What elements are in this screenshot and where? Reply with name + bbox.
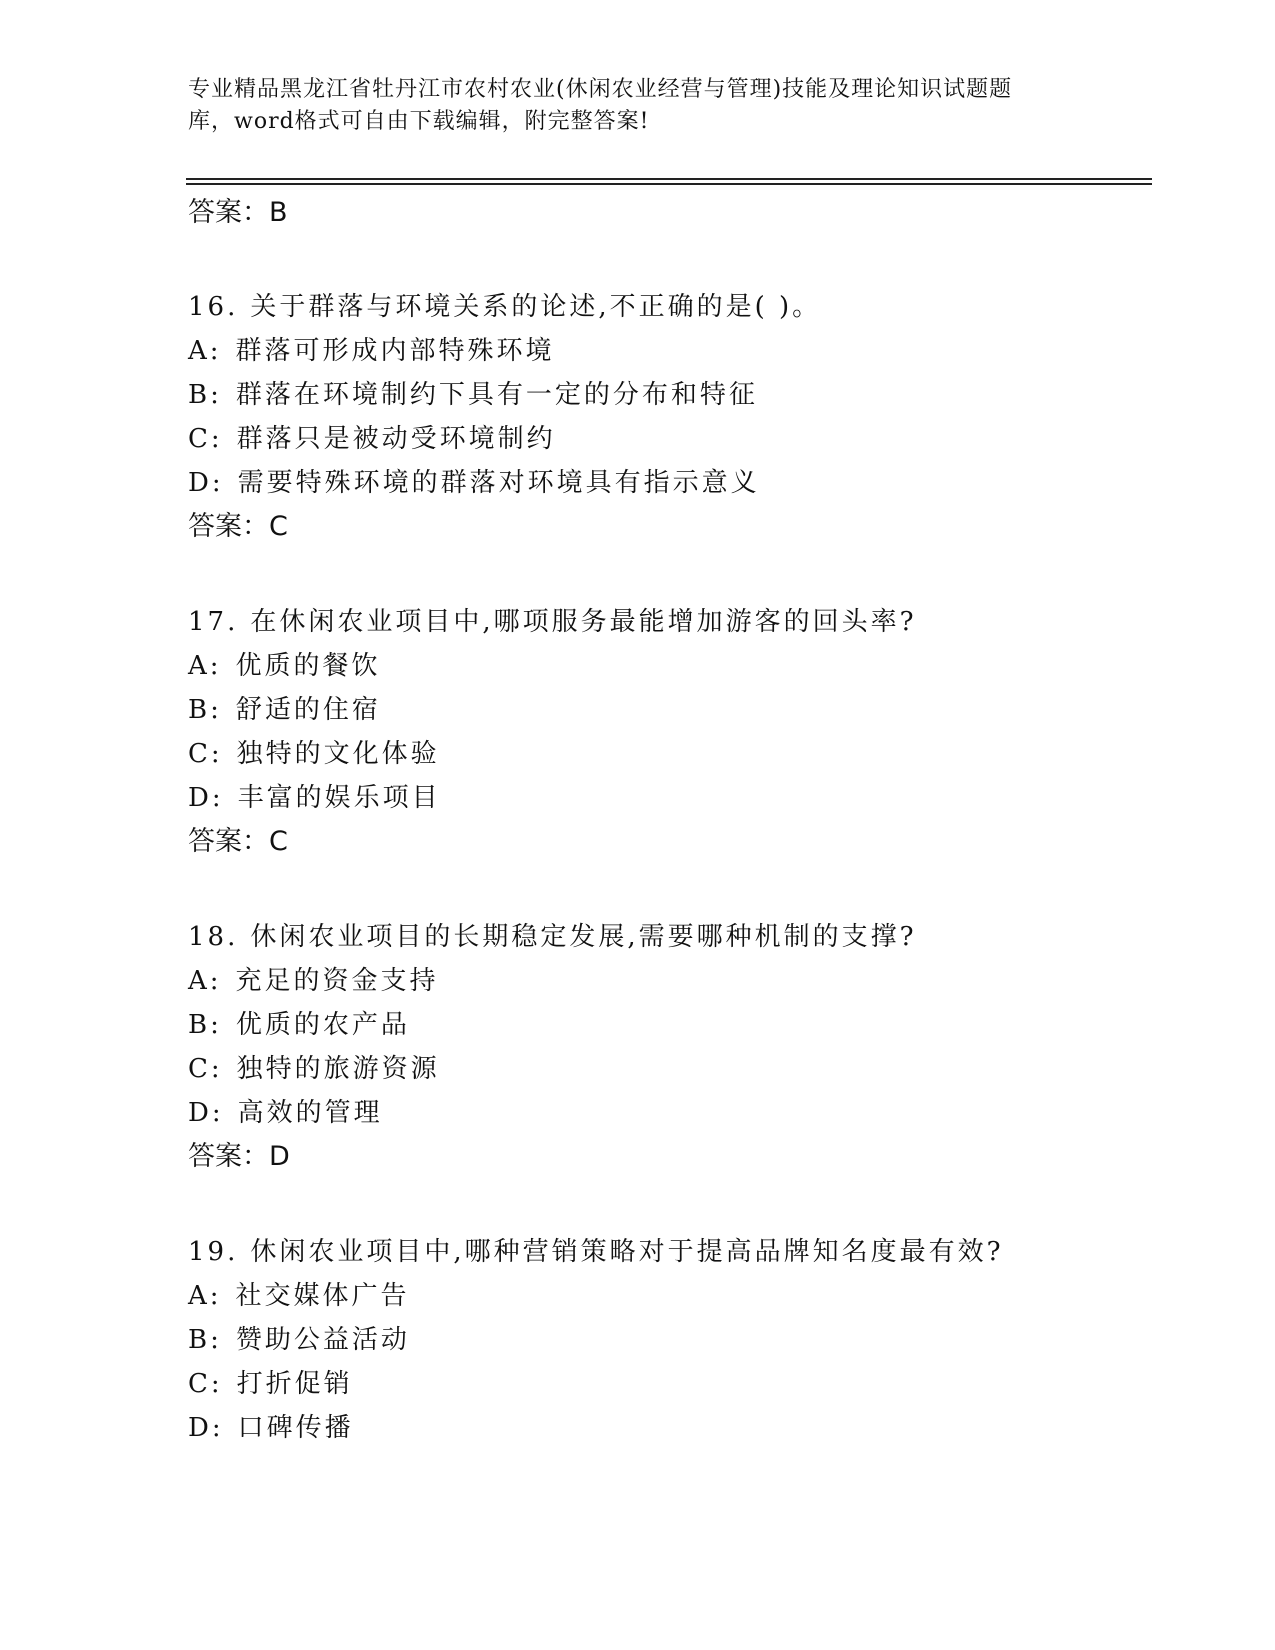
option-17-d [188, 781, 441, 815]
answer-16: 答案：C [188, 511, 288, 542]
option-text: 优质的农产品 [235, 1010, 410, 1040]
option-letter: B: [188, 380, 222, 410]
option-letter: A: [188, 966, 222, 996]
option-letter: D: [188, 468, 224, 498]
answer-18: 答案：D [188, 1141, 290, 1172]
option-letter: B: [188, 695, 222, 725]
option-text: 独特的文化体验 [236, 739, 440, 769]
option-letter: B: [188, 1010, 222, 1040]
option-letter: C: [188, 424, 223, 454]
header-line-1: 专业精品黑龙江省牡丹江市农村农业(休闲农业经营与管理)技能及理论知识试题题 [188, 77, 1013, 102]
option-text: 舒适的住宿 [235, 695, 381, 725]
question-text: 休闲农业项目的长期稳定发展,需要哪种机制的支撑? [250, 922, 917, 952]
header-line-2: 库，word格式可自由下载编辑，附完整答案! [188, 109, 650, 134]
option-19-b [188, 1323, 410, 1357]
question-text: 休闲农业项目中,哪种营销策略对于提高品牌知名度最有效? [250, 1237, 1004, 1267]
option-16-a [188, 334, 555, 368]
option-letter: C: [188, 1054, 223, 1084]
option-letter: A: [188, 1281, 222, 1311]
option-text: 充足的资金支持 [235, 966, 439, 996]
option-18-c [188, 1052, 440, 1086]
question-text: 关于群落与环境关系的论述,不正确的是( )。 [250, 292, 822, 322]
question-16 [188, 290, 821, 324]
option-letter: A: [188, 651, 222, 681]
option-text: 高效的管理 [237, 1098, 383, 1128]
option-text: 优质的餐饮 [235, 651, 381, 681]
question-number: 17. [188, 607, 239, 637]
option-19-d [188, 1411, 354, 1445]
question-19 [188, 1235, 1004, 1269]
question-number: 18. [188, 922, 239, 952]
option-17-a [188, 649, 381, 683]
option-16-c [188, 422, 556, 456]
option-letter: C: [188, 1369, 223, 1399]
option-text: 口碑传播 [237, 1413, 354, 1443]
option-18-a [188, 964, 439, 998]
question-number: 19. [188, 1237, 239, 1267]
option-text: 群落只是被动受环境制约 [236, 424, 556, 454]
option-text: 打折促销 [236, 1369, 353, 1399]
option-19-a [188, 1279, 410, 1313]
question-18 [188, 920, 917, 954]
header-divider-top [186, 178, 1152, 180]
option-letter: B: [188, 1325, 222, 1355]
option-text: 丰富的娱乐项目 [237, 783, 441, 813]
option-18-d [188, 1096, 383, 1130]
option-17-b [188, 693, 381, 727]
option-letter: D: [188, 1098, 224, 1128]
option-text: 社交媒体广告 [235, 1281, 410, 1311]
option-letter: A: [188, 336, 222, 366]
question-17 [188, 605, 917, 639]
option-16-d [188, 466, 760, 500]
header-divider-bottom [186, 183, 1152, 185]
option-16-b [188, 378, 758, 412]
option-text: 需要特殊环境的群落对环境具有指示意义 [237, 468, 760, 498]
answer-17: 答案：C [188, 826, 288, 857]
option-19-c [188, 1367, 353, 1401]
answer-prev: 答案：B [188, 197, 288, 228]
question-number: 16. [188, 292, 239, 322]
option-17-c [188, 737, 440, 771]
option-letter: D: [188, 783, 224, 813]
option-letter: C: [188, 739, 223, 769]
question-text: 在休闲农业项目中,哪项服务最能增加游客的回头率? [250, 607, 917, 637]
option-text: 独特的旅游资源 [236, 1054, 440, 1084]
document-header [188, 74, 1108, 138]
option-letter: D: [188, 1413, 224, 1443]
option-18-b [188, 1008, 410, 1042]
option-text: 赞助公益活动 [235, 1325, 410, 1355]
option-text: 群落可形成内部特殊环境 [235, 336, 555, 366]
option-text: 群落在环境制约下具有一定的分布和特征 [235, 380, 758, 410]
